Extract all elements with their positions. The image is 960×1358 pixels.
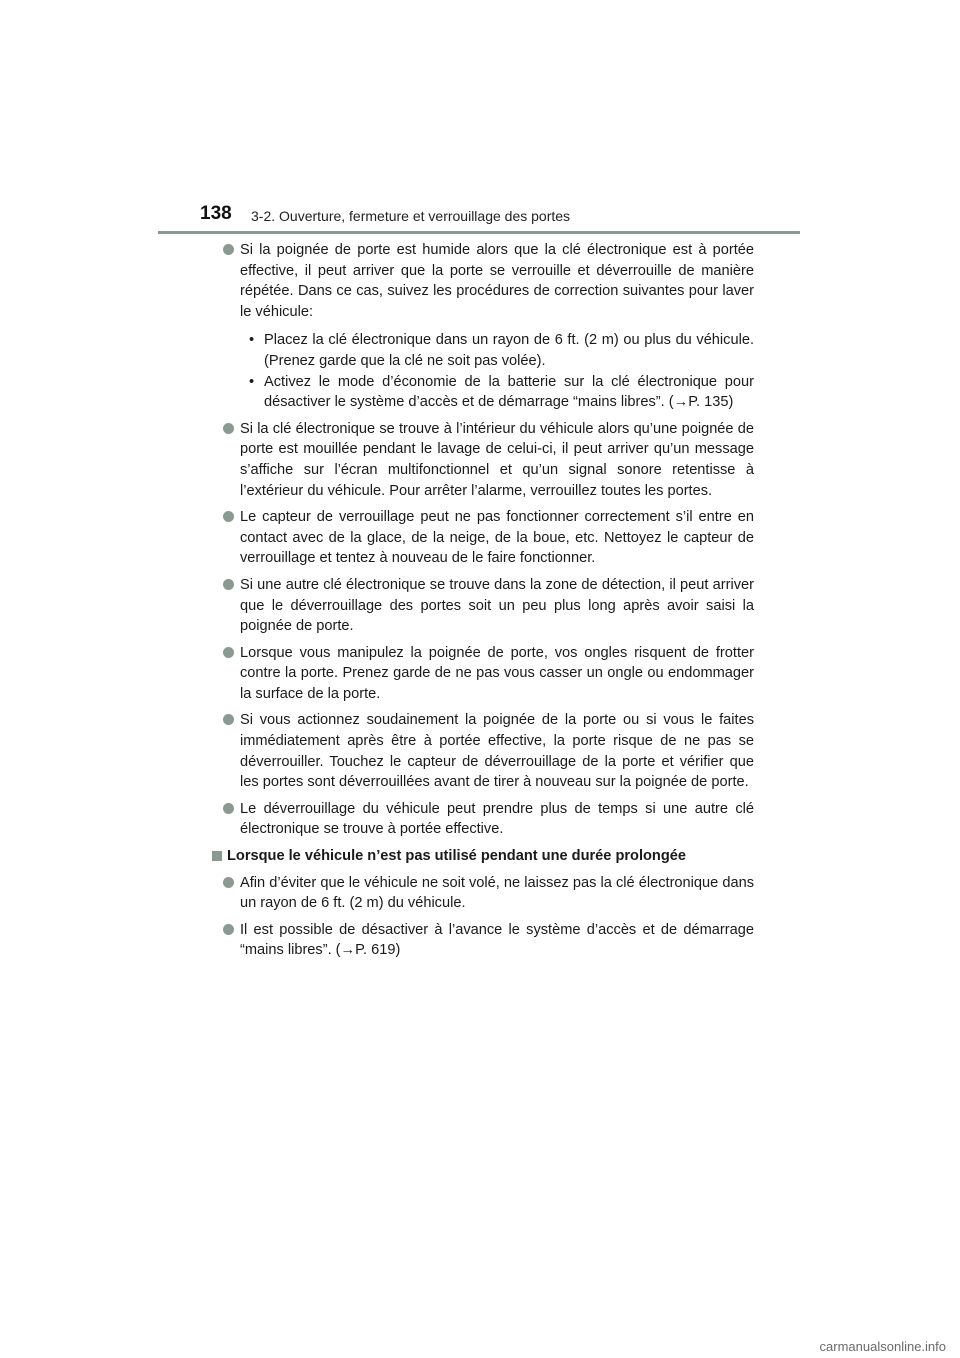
section-title: 3-2. Ouverture, fermeture et verrouillage des portes bbox=[251, 208, 571, 224]
list-item bbox=[214, 507, 754, 569]
sub-list-item bbox=[214, 330, 754, 371]
item-text: Il est possible de désactiver à l’avance le système d’accès et de démarrage “mains libres”. (→P. 619) bbox=[240, 921, 754, 959]
item-text: Afin d’éviter que le véhicule ne soit volé, ne laissez pas la clé électronique dans un rayon de 6 ft. (2 m) du véhicule. bbox=[240, 874, 754, 912]
item-text: Si vous actionnez soudainement la poignée de la porte ou si vous le faites immédiatement après être à portée effective, la porte risque de ne pas se déverrouiller. Touchez le capteur de déverrouillage de la porte et vérifier que les portes sont déverrouillées avant de tirer à nouveau sur la poignée de porte. bbox=[240, 712, 754, 791]
bullet-icon bbox=[223, 511, 234, 522]
list-item bbox=[214, 799, 754, 840]
list-item bbox=[214, 710, 754, 792]
small-bullet-icon: • bbox=[249, 373, 255, 390]
list-item bbox=[214, 873, 754, 914]
item-text: Lorsque vous manipulez la poignée de porte, vos ongles risquent de frotter contre la porte. Prenez garde de ne pas vous casser un ongle ou endommager la surface de la porte. bbox=[240, 644, 754, 702]
sub-item-text: Activez le mode d’économie de la batterie sur la clé électronique pour désactiver le système d’accès et de démarrage “mains libres”. (→P. 135) bbox=[264, 373, 754, 411]
list-item bbox=[214, 575, 754, 637]
heading-text: Lorsque le véhicule n’est pas utilisé pendant une durée prolongée bbox=[227, 848, 686, 865]
list-item bbox=[214, 643, 754, 705]
bullet-icon bbox=[223, 803, 234, 814]
square-bullet-icon bbox=[212, 851, 222, 861]
bullet-icon bbox=[223, 423, 234, 434]
item-text: Si la clé électronique se trouve à l’intérieur du véhicule alors qu’une poignée de porte est mouillée pendant le lavage de celui-ci, il peut arriver qu’un message s’affiche sur l’écran multifonctionnel et qu’un signal sonore retentisse à l’extérieur du véhicule. Pour arrêter l’alarme, verrouillez toutes les portes. bbox=[240, 420, 754, 499]
list-item bbox=[214, 920, 754, 961]
bullet-icon bbox=[223, 579, 234, 590]
item-text: Si la poignée de porte est humide alors que la clé électronique est à portée effective, il peut arriver que la porte se verrouille et déverrouille de manière répétée. Dans ce cas, suivez les procédures de correction suivantes pour laver le véhicule: bbox=[240, 242, 754, 320]
section-heading bbox=[214, 846, 754, 867]
bullet-icon bbox=[223, 244, 234, 255]
header-rule bbox=[158, 231, 800, 234]
bullet-icon bbox=[223, 924, 234, 935]
sub-list-item bbox=[214, 372, 754, 413]
main-content bbox=[214, 240, 754, 967]
item-text: Le capteur de verrouillage peut ne pas fonctionner correctement s’il entre en contact avec de la glace, de la neige, de la boue, etc. Nettoyez le capteur de verrouillage et tentez à nouveau de le faire fonctionner. bbox=[240, 509, 754, 567]
bullet-icon bbox=[223, 647, 234, 658]
item-text: Le déverrouillage du véhicule peut prendre plus de temps si une autre clé électronique se trouve à portée effective. bbox=[240, 800, 754, 838]
list-item bbox=[214, 419, 754, 501]
small-bullet-icon: • bbox=[249, 332, 255, 349]
bullet-icon bbox=[223, 714, 234, 725]
item-text: Si une autre clé électronique se trouve dans la zone de détection, il peut arriver que le déverrouillage des portes soit un peu plus long après avoir saisi la poignée de porte. bbox=[240, 576, 754, 635]
sub-list bbox=[214, 330, 754, 412]
sub-item-text: Placez la clé électronique dans un rayon de 6 ft. (2 m) ou plus du véhicule. (Prenez garde que la clé ne soit pas volée). bbox=[264, 332, 754, 369]
list-item bbox=[214, 240, 754, 322]
watermark-text: carmanualsonline.info bbox=[819, 1339, 946, 1354]
bullet-icon bbox=[223, 877, 234, 888]
page-number: 138 bbox=[200, 203, 232, 224]
